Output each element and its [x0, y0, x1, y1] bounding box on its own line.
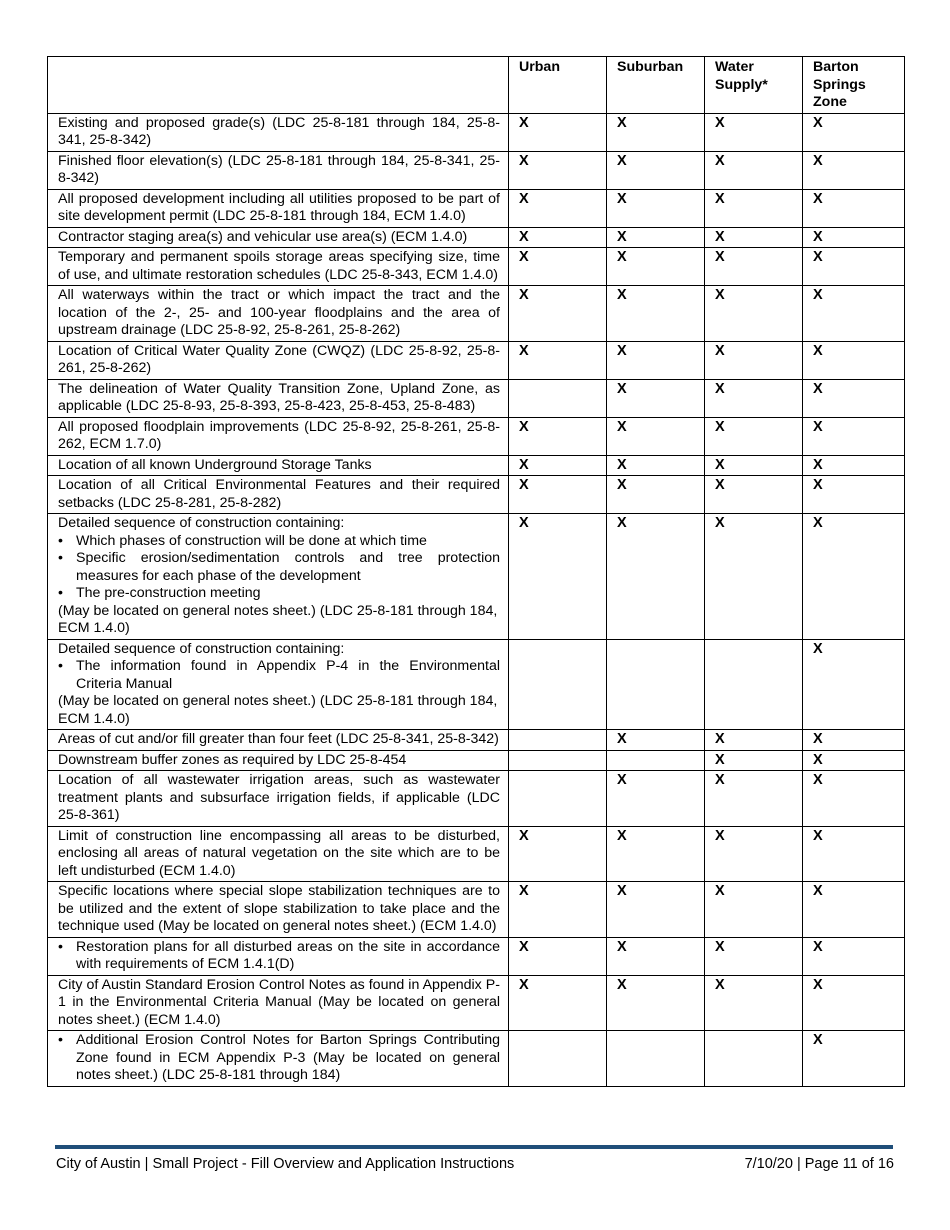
- mark-urban: [509, 639, 607, 730]
- table-row: [48, 189, 905, 227]
- requirement-description: [48, 975, 509, 1031]
- mark-suburban: X: [607, 476, 705, 514]
- requirement-description: [48, 826, 509, 882]
- bullet-icon: •: [58, 585, 63, 601]
- table-row: [48, 476, 905, 514]
- table-row: [48, 882, 905, 938]
- requirement-text: Existing and proposed grade(s) (LDC 25-8-181 through 184, 25-8-341, 25-8-342): [58, 114, 500, 148]
- mark-suburban: X: [607, 248, 705, 286]
- requirement-description: [48, 417, 509, 455]
- mark-barton-springs: X: [803, 341, 905, 379]
- requirement-note: (May be located on general notes sheet.) (LDC 25-8-181 through 184, ECM 1.4.0): [58, 602, 498, 636]
- requirement-bullet-item: [58, 533, 500, 551]
- requirement-description: [48, 730, 509, 751]
- mark-water-supply: [705, 639, 803, 730]
- mark-barton-springs: X: [803, 514, 905, 640]
- requirement-description: [48, 771, 509, 827]
- requirement-text: All proposed floodplain improvements (LDC 25-8-92, 25-8-261, 25-8-262, ECM 1.7.0): [58, 418, 500, 452]
- bullet-text: Specific erosion/sedimentation controls and tree protection measures for each phase of the development: [76, 550, 500, 584]
- requirement-text: All proposed development including all utilities proposed to be part of site development permit (LDC 25-8-181 through 184, ECM 1.4.0): [58, 190, 500, 224]
- bullet-icon: •: [58, 532, 63, 549]
- table-row: [48, 341, 905, 379]
- requirement-description: [48, 882, 509, 938]
- bullet-icon: •: [58, 550, 63, 566]
- requirement-text: Location of all known Underground Storage Tanks: [58, 456, 372, 473]
- mark-barton-springs: X: [803, 248, 905, 286]
- header-barton-springs-zone: Barton Springs Zone: [803, 57, 905, 114]
- mark-suburban: [607, 639, 705, 730]
- mark-water-supply: X: [705, 248, 803, 286]
- requirement-bullet-item: [58, 1032, 500, 1085]
- mark-barton-springs: X: [803, 113, 905, 151]
- mark-suburban: X: [607, 771, 705, 827]
- mark-barton-springs: X: [803, 1031, 905, 1087]
- mark-urban: X: [509, 417, 607, 455]
- bullet-icon: •: [58, 938, 63, 955]
- requirement-text: Location of all Critical Environmental Features and their required setbacks (LDC 25-8-281, 25-8-282): [58, 477, 500, 511]
- mark-water-supply: X: [705, 455, 803, 476]
- mark-water-supply: X: [705, 826, 803, 882]
- requirement-bullet-item: [58, 550, 500, 585]
- header-suburban: Suburban: [607, 57, 705, 114]
- requirement-description: [48, 639, 509, 730]
- mark-barton-springs: X: [803, 771, 905, 827]
- mark-urban: X: [509, 189, 607, 227]
- mark-barton-springs: X: [803, 189, 905, 227]
- mark-water-supply: X: [705, 882, 803, 938]
- mark-water-supply: X: [705, 227, 803, 248]
- requirement-text: City of Austin Standard Erosion Control Notes as found in Appendix P-1 in the Environmental Criteria Manual (May be located on general notes sheet.) (ECM 1.4.0): [58, 976, 500, 1028]
- requirement-description: [48, 341, 509, 379]
- table-row: [48, 113, 905, 151]
- requirement-description: [48, 1031, 509, 1087]
- mark-water-supply: [705, 1031, 803, 1087]
- requirement-description: [48, 937, 509, 975]
- mark-water-supply: X: [705, 379, 803, 417]
- requirement-description: [48, 455, 509, 476]
- mark-barton-springs: X: [803, 227, 905, 248]
- mark-urban: X: [509, 248, 607, 286]
- bullet-text: Which phases of construction will be done at which time: [76, 532, 427, 549]
- table-row: [48, 1031, 905, 1087]
- mark-water-supply: X: [705, 750, 803, 771]
- requirement-text: Detailed sequence of construction containing:: [58, 640, 345, 657]
- mark-suburban: X: [607, 882, 705, 938]
- requirement-text: Downstream buffer zones as required by LDC 25-8-454: [58, 751, 407, 768]
- header-water-supply: Water Supply*: [705, 57, 803, 114]
- table-row: [48, 639, 905, 730]
- requirement-text: Location of Critical Water Quality Zone (CWQZ) (LDC 25-8-92, 25-8-261, 25-8-262): [58, 342, 500, 376]
- mark-urban: X: [509, 826, 607, 882]
- table-row: [48, 227, 905, 248]
- mark-barton-springs: X: [803, 455, 905, 476]
- table-row: [48, 826, 905, 882]
- requirement-text: Location of all wastewater irrigation areas, such as wastewater treatment plants and subsurface irrigation fields, if applicable (LDC 25-8-361): [58, 772, 500, 823]
- table-body: [48, 113, 905, 1086]
- bullet-text: The information found in Appendix P-4 in the Environmental Criteria Manual: [76, 658, 500, 692]
- mark-suburban: X: [607, 286, 705, 342]
- mark-suburban: X: [607, 417, 705, 455]
- requirements-table: [47, 56, 905, 1087]
- footer-rule: [55, 1145, 893, 1149]
- table-row: [48, 417, 905, 455]
- table-row: [48, 455, 905, 476]
- mark-water-supply: X: [705, 113, 803, 151]
- requirement-description: [48, 750, 509, 771]
- requirement-bullet-item: [58, 658, 500, 693]
- mark-urban: X: [509, 151, 607, 189]
- mark-barton-springs: X: [803, 476, 905, 514]
- mark-urban: X: [509, 455, 607, 476]
- table-row: [48, 975, 905, 1031]
- table-row: [48, 750, 905, 771]
- requirement-note: (May be located on general notes sheet.) (LDC 25-8-181 through 184, ECM 1.4.0): [58, 693, 498, 727]
- mark-water-supply: X: [705, 514, 803, 640]
- bullet-text: Restoration plans for all disturbed areas on the site in accordance with requirements of ECM 1.4.1(D): [76, 938, 500, 972]
- table-row: [48, 248, 905, 286]
- mark-water-supply: X: [705, 730, 803, 751]
- mark-urban: X: [509, 286, 607, 342]
- mark-suburban: X: [607, 113, 705, 151]
- mark-urban: [509, 1031, 607, 1087]
- mark-barton-springs: X: [803, 417, 905, 455]
- requirement-description: [48, 248, 509, 286]
- header-description: [48, 57, 509, 114]
- mark-suburban: X: [607, 227, 705, 248]
- mark-barton-springs: X: [803, 750, 905, 771]
- mark-urban: [509, 730, 607, 751]
- mark-barton-springs: X: [803, 826, 905, 882]
- mark-urban: [509, 750, 607, 771]
- header-urban: Urban: [509, 57, 607, 114]
- mark-suburban: X: [607, 826, 705, 882]
- mark-suburban: X: [607, 975, 705, 1031]
- table-row: [48, 379, 905, 417]
- mark-water-supply: X: [705, 151, 803, 189]
- requirement-description: [48, 514, 509, 640]
- mark-urban: X: [509, 476, 607, 514]
- requirement-text: Temporary and permanent spoils storage areas specifying size, time of use, and ultimate restoration schedules (LDC 25-8-343, ECM 1.4.0): [58, 249, 500, 283]
- mark-urban: X: [509, 227, 607, 248]
- mark-urban: X: [509, 882, 607, 938]
- requirement-text: Specific locations where special slope stabilization techniques are to be utilized and the extent of slope stabilization to take place and the technique used (May be located on general notes sheet.) (ECM 1.4.0): [58, 883, 500, 934]
- mark-urban: X: [509, 341, 607, 379]
- requirement-text: Contractor staging area(s) and vehicular use area(s) (ECM 1.4.0): [58, 228, 468, 245]
- mark-suburban: X: [607, 514, 705, 640]
- mark-urban: [509, 771, 607, 827]
- mark-barton-springs: X: [803, 975, 905, 1031]
- requirement-description: [48, 151, 509, 189]
- mark-urban: X: [509, 975, 607, 1031]
- table-row: [48, 937, 905, 975]
- mark-water-supply: X: [705, 975, 803, 1031]
- bullet-icon: •: [58, 658, 63, 674]
- mark-barton-springs: X: [803, 286, 905, 342]
- mark-suburban: X: [607, 341, 705, 379]
- table-row: [48, 771, 905, 827]
- mark-suburban: X: [607, 379, 705, 417]
- table-header-row: [48, 57, 905, 114]
- bullet-icon: •: [58, 1032, 63, 1048]
- mark-urban: [509, 379, 607, 417]
- mark-urban: X: [509, 113, 607, 151]
- mark-water-supply: X: [705, 286, 803, 342]
- footer-document-title: City of Austin | Small Project - Fill Overview and Application Instructions: [56, 1156, 515, 1172]
- requirement-bullet-item: [58, 585, 500, 603]
- requirement-description: [48, 379, 509, 417]
- table-row: [48, 730, 905, 751]
- mark-suburban: X: [607, 189, 705, 227]
- mark-water-supply: X: [705, 476, 803, 514]
- table-row: [48, 514, 905, 640]
- requirement-text: Detailed sequence of construction containing:: [58, 515, 345, 531]
- mark-barton-springs: X: [803, 379, 905, 417]
- mark-water-supply: X: [705, 189, 803, 227]
- mark-barton-springs: X: [803, 639, 905, 730]
- mark-water-supply: X: [705, 771, 803, 827]
- mark-suburban: [607, 750, 705, 771]
- table-row: [48, 286, 905, 342]
- bullet-text: Additional Erosion Control Notes for Barton Springs Contributing Zone found in ECM Appendix P-3 (May be located on general notes sheet.) (LDC 25-8-181 through 184): [76, 1032, 500, 1083]
- mark-barton-springs: X: [803, 730, 905, 751]
- mark-water-supply: X: [705, 417, 803, 455]
- requirement-text: All waterways within the tract or which impact the tract and the location of the 2-, 25- and 100-year floodplains and the area of upstream drainage (LDC 25-8-92, 25-8-261, 25-8-262): [58, 287, 500, 338]
- mark-barton-springs: X: [803, 882, 905, 938]
- requirement-description: [48, 227, 509, 248]
- mark-suburban: X: [607, 455, 705, 476]
- requirement-text: Finished floor elevation(s) (LDC 25-8-181 through 184, 25-8-341, 25-8-342): [58, 152, 500, 186]
- mark-barton-springs: X: [803, 151, 905, 189]
- mark-suburban: [607, 1031, 705, 1087]
- mark-suburban: X: [607, 151, 705, 189]
- mark-water-supply: X: [705, 937, 803, 975]
- requirement-description: [48, 189, 509, 227]
- requirement-description: [48, 286, 509, 342]
- mark-urban: X: [509, 514, 607, 640]
- mark-urban: X: [509, 937, 607, 975]
- mark-water-supply: X: [705, 341, 803, 379]
- footer-page-info: 7/10/20 | Page 11 of 16: [744, 1156, 894, 1172]
- requirement-description: [48, 476, 509, 514]
- requirement-text: Limit of construction line encompassing all areas to be disturbed, enclosing all areas of natural vegetation on the site which are to be left undisturbed (ECM 1.4.0): [58, 827, 500, 879]
- table-row: [48, 151, 905, 189]
- requirement-description: [48, 113, 509, 151]
- mark-suburban: X: [607, 937, 705, 975]
- bullet-text: The pre-construction meeting: [76, 585, 261, 601]
- requirement-bullet-item: [58, 939, 500, 974]
- mark-barton-springs: X: [803, 937, 905, 975]
- mark-suburban: X: [607, 730, 705, 751]
- requirement-text: Areas of cut and/or fill greater than four feet (LDC 25-8-341, 25-8-342): [58, 731, 499, 747]
- requirement-text: The delineation of Water Quality Transition Zone, Upland Zone, as applicable (LDC 25-8-93, 25-8-393, 25-8-423, 25-8-453, 25-8-483): [58, 380, 500, 414]
